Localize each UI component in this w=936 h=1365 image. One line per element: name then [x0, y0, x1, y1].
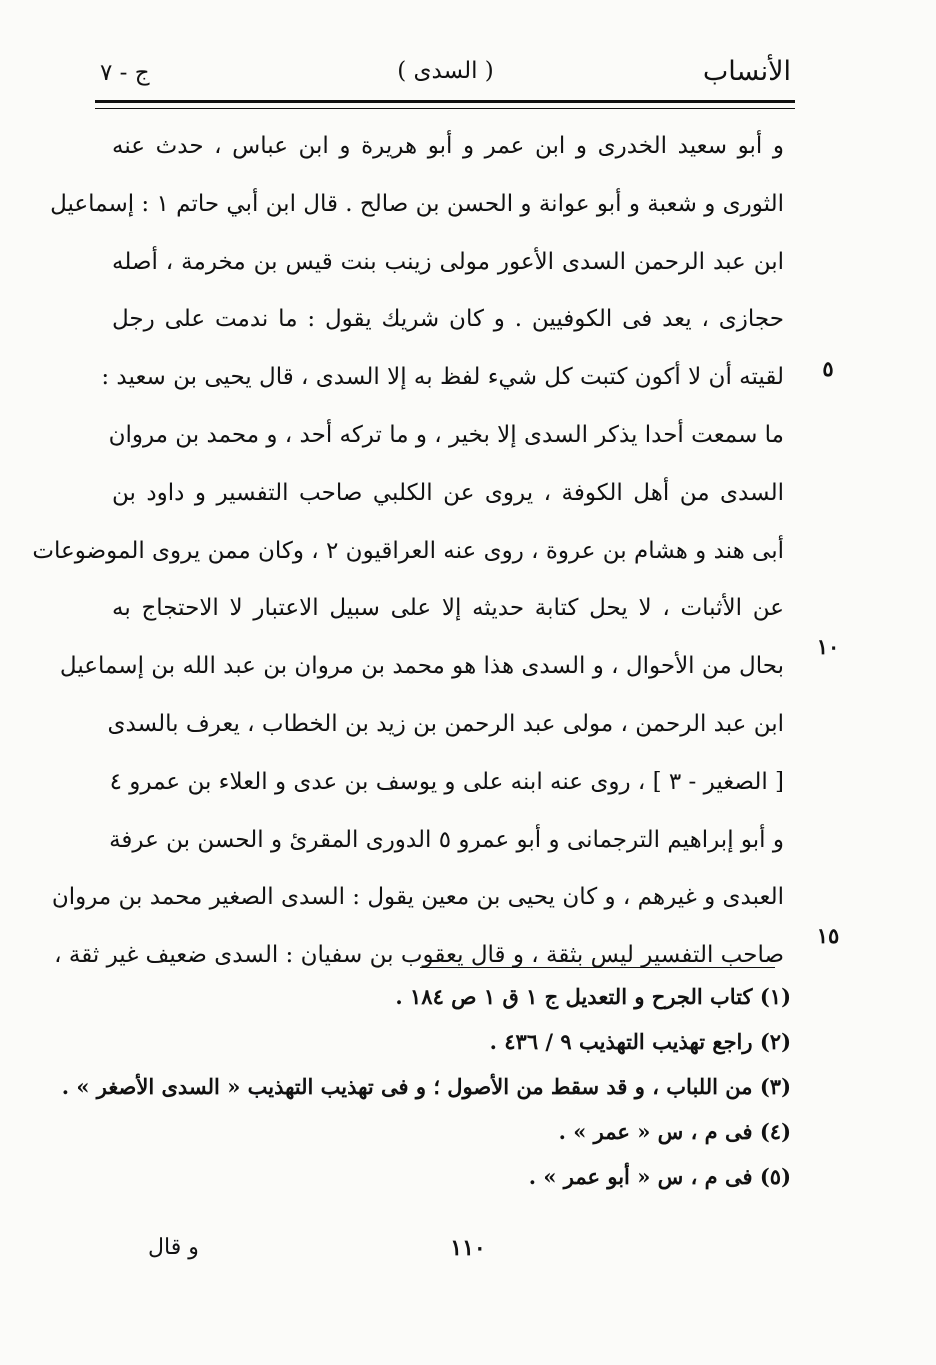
- text-line: لقيته أن لا أكون كتبت كل شيء لفظ به إلا السدى ، قال يحيى بن سعيد :: [101, 364, 784, 391]
- footnote: (٣) من اللباب ، و قد سقط من الأصول ؛ و فى تهذيب التهذيب « السدى الأصغر » .: [61, 1074, 791, 1099]
- text-line: الثورى و شعبة و أبو عوانة و الحسن بن صالح . قال ابن أبي حاتم ١ : إسماعيل: [50, 190, 784, 217]
- footnote-rule: [420, 967, 775, 968]
- text-line: و أبو إبراهيم الترجمانى و أبو عمرو ٥ الدورى المقرئ و الحسن بن عرفة: [109, 826, 784, 853]
- text-line: حجازى ، يعد فى الكوفيين . و كان شريك يقول : ما ندمت على رجل: [112, 306, 784, 333]
- text-line: السدى من أهل الكوفة ، يروى عن الكلبي صاحب التفسير و داود بن: [112, 479, 784, 506]
- text-line: صاحب التفسير ليس بثقة ، و قال يعقوب بن سفيان : السدى ضعيف غير ثقة ،: [54, 942, 784, 969]
- text-line: أبى هند و هشام بن عروة ، روى عنه العراقيون ٢ ، وكان ممن يروى الموضوعات: [32, 537, 784, 564]
- footnote: (٤) فى م ، س « عمر » .: [558, 1119, 791, 1144]
- footnote: (٢) راجع تهذيب التهذيب ٩ / ٤٣٦ .: [489, 1029, 791, 1054]
- main-text: [32, 118, 784, 985]
- line-number-10: ١٠: [816, 634, 840, 659]
- footnotes: [61, 974, 791, 1199]
- header-rule-thin: [95, 108, 795, 109]
- footnote: (٥) فى م ، س « أبو عمر » .: [528, 1164, 791, 1189]
- text-line: بحال من الأحوال ، و السدى هذا هو محمد بن مروان بن عبد الله بن إسماعيل: [59, 653, 784, 680]
- footnote: (١) كتاب الجرح و التعديل ج ١ ق ١ ص ١٨٤ .: [395, 984, 791, 1009]
- header-title: الأنساب: [702, 56, 791, 87]
- text-line: عن الأثبات ، لا يحل كتابة حديثه إلا على سبيل الاعتبار لا الاحتجاج به: [112, 595, 784, 622]
- line-number-15: ١٥: [816, 923, 840, 948]
- text-line: [ الصغير - ٣ ] ، روى عنه ابنه على و يوسف بن عدى و العلاء بن عمرو ٤: [109, 768, 784, 795]
- text-line: ابن عبد الرحمن ، مولى عبد الرحمن بن زيد بن الخطاب ، يعرف بالسدى: [107, 710, 784, 737]
- line-number-5: ٥: [822, 356, 834, 381]
- text-line: و أبو سعيد الخدرى و ابن عمر و أبو هريرة و ابن عباس ، حدث عنه: [112, 133, 784, 159]
- header-section: ( السدى ): [397, 58, 494, 84]
- page-number: ١١٠: [450, 1235, 486, 1261]
- text-line: ما سمعت أحدا يذكر السدى إلا بخير ، و ما تركه أحد ، و محمد بن مروان: [108, 421, 784, 448]
- text-line: العبدى و غيرهم ، و كان يحيى بن معين يقول : السدى الصغير محمد بن مروان: [51, 884, 784, 911]
- header-volume: ج - ٧: [100, 60, 150, 86]
- text-line: ابن عبد الرحمن السدى الأعور مولى زينب بنت قيس بن مخرمة ، أصله: [112, 248, 784, 275]
- catchword: و قال: [148, 1235, 199, 1260]
- running-header: [100, 52, 791, 92]
- header-rule-thick: [95, 100, 795, 103]
